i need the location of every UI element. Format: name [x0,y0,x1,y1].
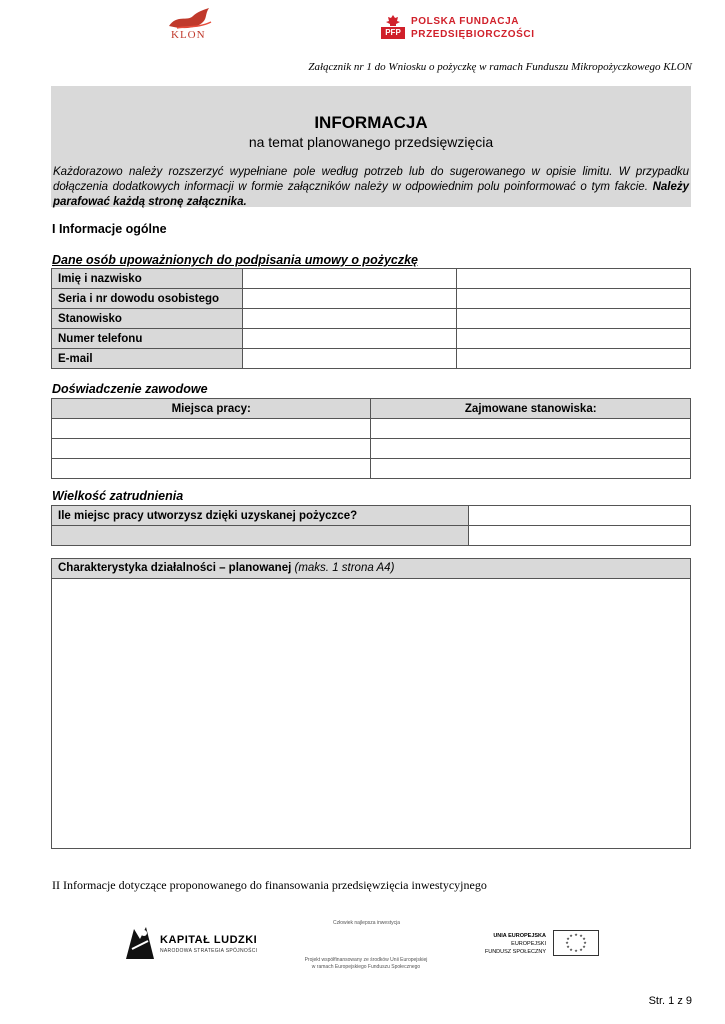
input-cell[interactable] [242,309,457,329]
input-cell[interactable] [242,349,457,369]
slogan-text: Człowiek najlepsza inwestycja [333,920,400,926]
input-cell[interactable] [457,289,691,309]
persons-table [51,268,691,369]
table-row [52,349,691,369]
input-cell[interactable] [242,289,457,309]
klon-logo-text: KLON [171,29,206,41]
shaded-cell [52,526,469,546]
section-2-heading: II Informacje dotyczące proponowanego do finansowania przedsięwzięcia inwestycyjnego [52,878,487,892]
input-cell[interactable] [52,419,371,439]
pfp-badge: PFP [381,27,405,39]
svg-text:★: ★ [583,940,587,945]
svg-text:★: ★ [579,947,583,952]
input-cell[interactable] [469,506,691,526]
svg-text:★: ★ [582,936,586,941]
input-cell[interactable] [457,309,691,329]
svg-text:★: ★ [565,940,569,945]
table-row [52,506,691,526]
section-1-heading: I Informacje ogólne [52,222,167,236]
input-cell[interactable] [52,439,371,459]
maple-leaf-icon [386,15,400,26]
title-box [51,86,691,207]
characteristics-hint: (maks. 1 strona A4) [294,562,395,574]
input-cell[interactable] [457,269,691,289]
input-cell[interactable] [457,329,691,349]
input-cell[interactable] [52,459,371,479]
pfp-name-line1: POLSKA FUNDACJA [411,16,520,27]
page-number: Str. 1 z 9 [648,995,692,1007]
employment-question: Ile miejsc pracy utworzysz dzięki uzyskanej pożyczce? [52,506,469,526]
characteristics-header [52,559,690,579]
employment-heading: Wielkość zatrudnienia [52,489,184,503]
persons-heading: Dane osób upoważnionych do podpisania umowy o pożyczkę [52,253,419,267]
eu-line3: FUNDUSZ SPOŁECZNY [484,949,546,955]
eu-text-block [470,932,546,956]
instructions-bold: Należy parafować każdą stronę załącznika. [53,181,689,208]
row-label: Imię i nazwisko [52,269,243,289]
table-row [52,439,691,459]
characteristics-box [51,558,691,849]
svg-text:★: ★ [574,948,578,953]
table-header-row [52,399,691,419]
eu-flag-icon [553,930,599,956]
input-cell[interactable] [242,269,457,289]
eu-line2: EUROPEJSKI [511,941,546,947]
svg-text:★: ★ [566,936,570,941]
svg-text:★: ★ [579,933,583,938]
annex-caption: Załącznik nr 1 do Wniosku o pożyczkę w ramach Funduszu Mikropożyczkowego KLON [308,61,692,73]
characteristics-input-area[interactable] [52,579,690,849]
svg-text:★: ★ [569,933,573,938]
table-row [52,289,691,309]
column-header-position: Zajmowane stanowiska: [371,399,691,419]
input-cell[interactable] [242,329,457,349]
table-row [52,526,691,546]
characteristics-label: Charakterystyka działalności – planowanej [58,562,292,574]
svg-text:★: ★ [582,944,586,949]
experience-table [51,398,691,479]
employment-table [51,505,691,546]
eu-line1: UNIA EUROPEJSKA [493,933,546,939]
document-title: INFORMACJA [314,113,428,132]
document-subtitle: na temat planowanego przedsięwzięcia [248,134,494,150]
project-note-line1: Projekt współfinansowany ze środków Unii Europejskiej [304,957,428,963]
experience-heading: Doświadczenie zawodowe [52,382,208,396]
kapital-ludzki-title: KAPITAŁ LUDZKI [160,934,258,946]
input-cell[interactable] [469,526,691,546]
instructions-note [53,165,689,210]
project-note-line2: w ramach Europejskiego Funduszu Społecznego [311,964,421,970]
eu-stars-icon [554,931,598,955]
project-note [304,957,428,971]
table-row [52,269,691,289]
column-header-workplace: Miejsca pracy: [52,399,371,419]
input-cell[interactable] [371,419,691,439]
table-row [52,419,691,439]
svg-text:★: ★ [569,947,573,952]
klon-logo [163,8,221,44]
row-label: Numer telefonu [52,329,243,349]
row-label: Stanowisko [52,309,243,329]
kapital-ludzki-subtitle: NARODOWA STRATEGIA SPÓJNOŚCI [160,948,258,954]
row-label: E-mail [52,349,243,369]
pfp-name-line2: PRZEDSIĘBIORCZOŚCI [411,29,535,40]
row-label: Seria i nr dowodu osobistego [52,289,243,309]
input-cell[interactable] [371,439,691,459]
kapital-ludzki-emblem-icon [124,925,156,961]
table-row [52,329,691,349]
pfp-logo [381,14,535,44]
svg-text:★: ★ [574,932,578,937]
input-cell[interactable] [457,349,691,369]
kapital-ludzki-logo [124,925,274,965]
table-row [52,459,691,479]
instructions-text: Każdorazowo należy rozszerzyć wypełniane pole według potrzeb lub do sugerowanego w opisie limitu. W przypadku dołączenia dodatkowych informacji w formie załączników należy w odpowiednim polu poinformować o tym fakcie. [53,166,689,193]
table-row [52,309,691,329]
input-cell[interactable] [371,459,691,479]
svg-text:★: ★ [566,944,570,949]
